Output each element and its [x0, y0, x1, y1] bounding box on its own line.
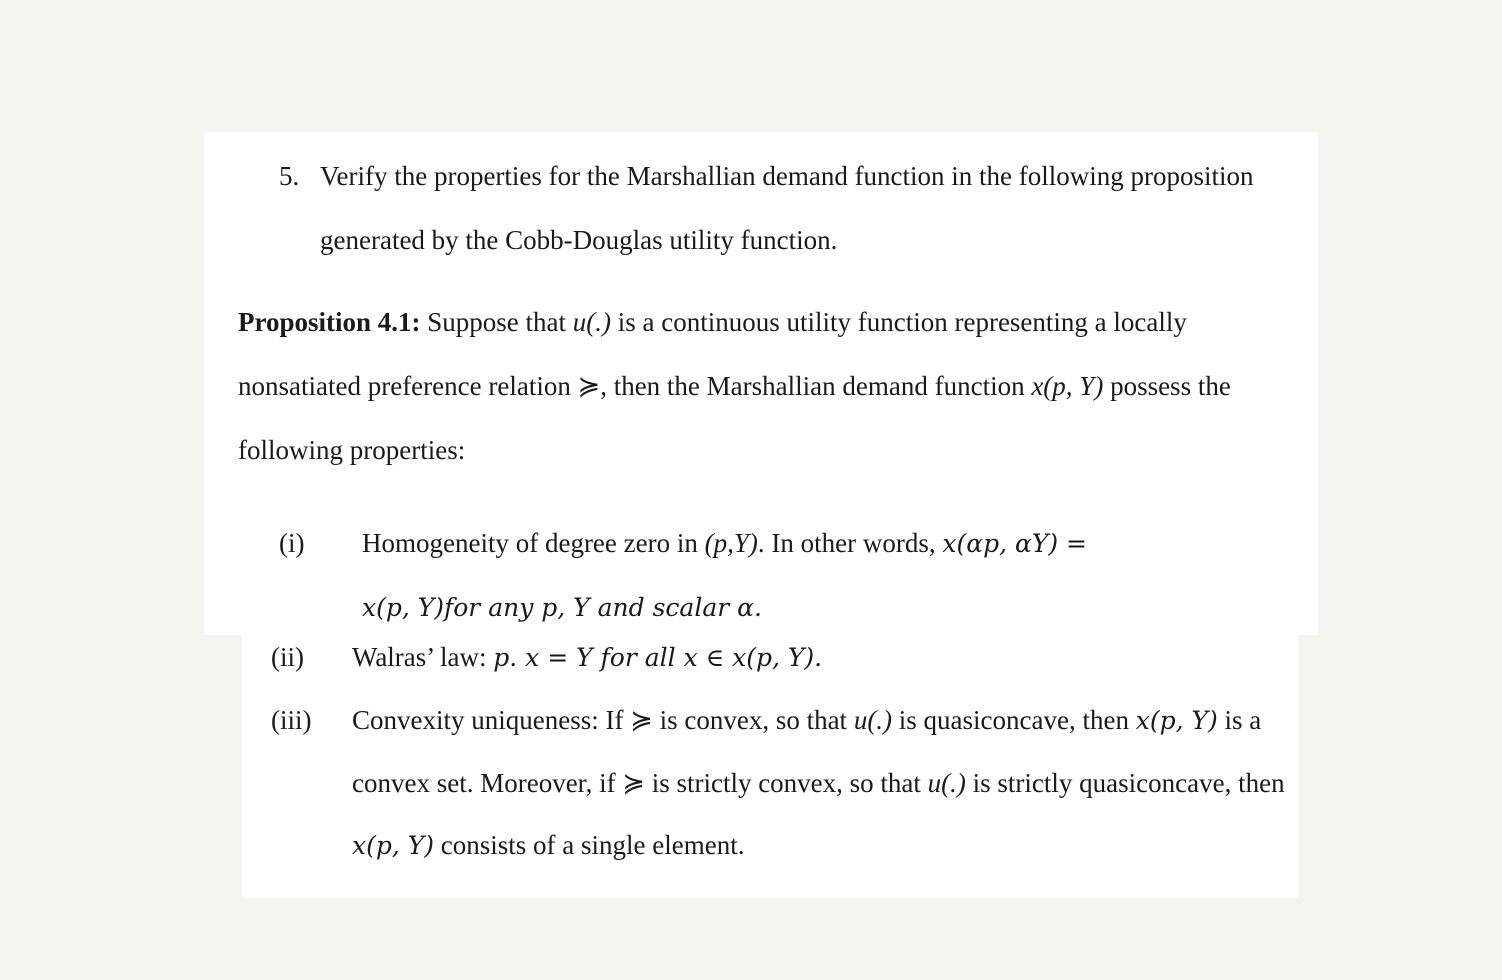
- item-text: Homogeneity of degree zero in: [362, 528, 705, 558]
- item-text: Convexity uniqueness: If ≽ is convex, so that: [352, 705, 854, 735]
- proposition-line-1: [238, 306, 1187, 338]
- proposition-text: nonsatiated preference relation ≽, then the Marshallian demand function: [238, 371, 1032, 401]
- item-i-marker: (i): [279, 528, 305, 558]
- utility-function: u(.): [853, 705, 893, 735]
- item-text: is quasiconcave, then: [892, 705, 1136, 735]
- question-line-1: Verify the properties for the Marshallian demand function in the following proposition: [320, 161, 1254, 191]
- proposition-line-2: [238, 370, 1231, 402]
- proposition-text: is a continuous utility function representing a locally: [611, 307, 1187, 337]
- item-iii-line-3: [352, 829, 744, 862]
- item-text: . In other words,: [757, 528, 943, 558]
- math-expression: p. x = Y for all x ∈ x(p, Y).: [493, 643, 823, 672]
- math-expression: x(p, Y)for any p, Y and scalar α.: [362, 593, 762, 622]
- proposition-text: Suppose that: [427, 307, 573, 337]
- item-i-line-2: [362, 591, 762, 624]
- item-text: Walras’ law:: [352, 642, 494, 672]
- utility-function: u(.): [927, 768, 966, 798]
- proposition-label: Proposition 4.1:: [238, 307, 421, 337]
- proposition-text: possess the: [1103, 371, 1231, 401]
- item-text: is strictly quasiconcave, then: [965, 768, 1285, 798]
- price-income: (p,Y): [704, 528, 758, 558]
- math-expression: x(p, Y): [1135, 706, 1218, 735]
- item-ii-line-1: [352, 641, 822, 674]
- item-text: convex set. Moreover, if ≽ is strictly convex, so that: [352, 768, 928, 798]
- question-number: 5.: [279, 161, 300, 191]
- proposition-line-3: following properties:: [238, 435, 466, 465]
- item-iii-line-1: [352, 704, 1261, 737]
- math-expression: x(p, Y): [352, 831, 435, 860]
- item-text: is a: [1217, 705, 1262, 735]
- item-iii-line-2: [352, 767, 1285, 799]
- utility-function: u(.): [572, 307, 611, 337]
- math-expression: x(αp, αY) =: [942, 529, 1088, 558]
- question-line-2: generated by the Cobb-Douglas utility function.: [320, 225, 838, 255]
- item-iii-marker: (iii): [271, 705, 312, 735]
- item-ii-marker: (ii): [271, 642, 304, 672]
- demand-function: x(p, Y): [1031, 371, 1104, 401]
- item-text: consists of a single element.: [434, 830, 745, 860]
- item-i-line-1: [362, 527, 1087, 560]
